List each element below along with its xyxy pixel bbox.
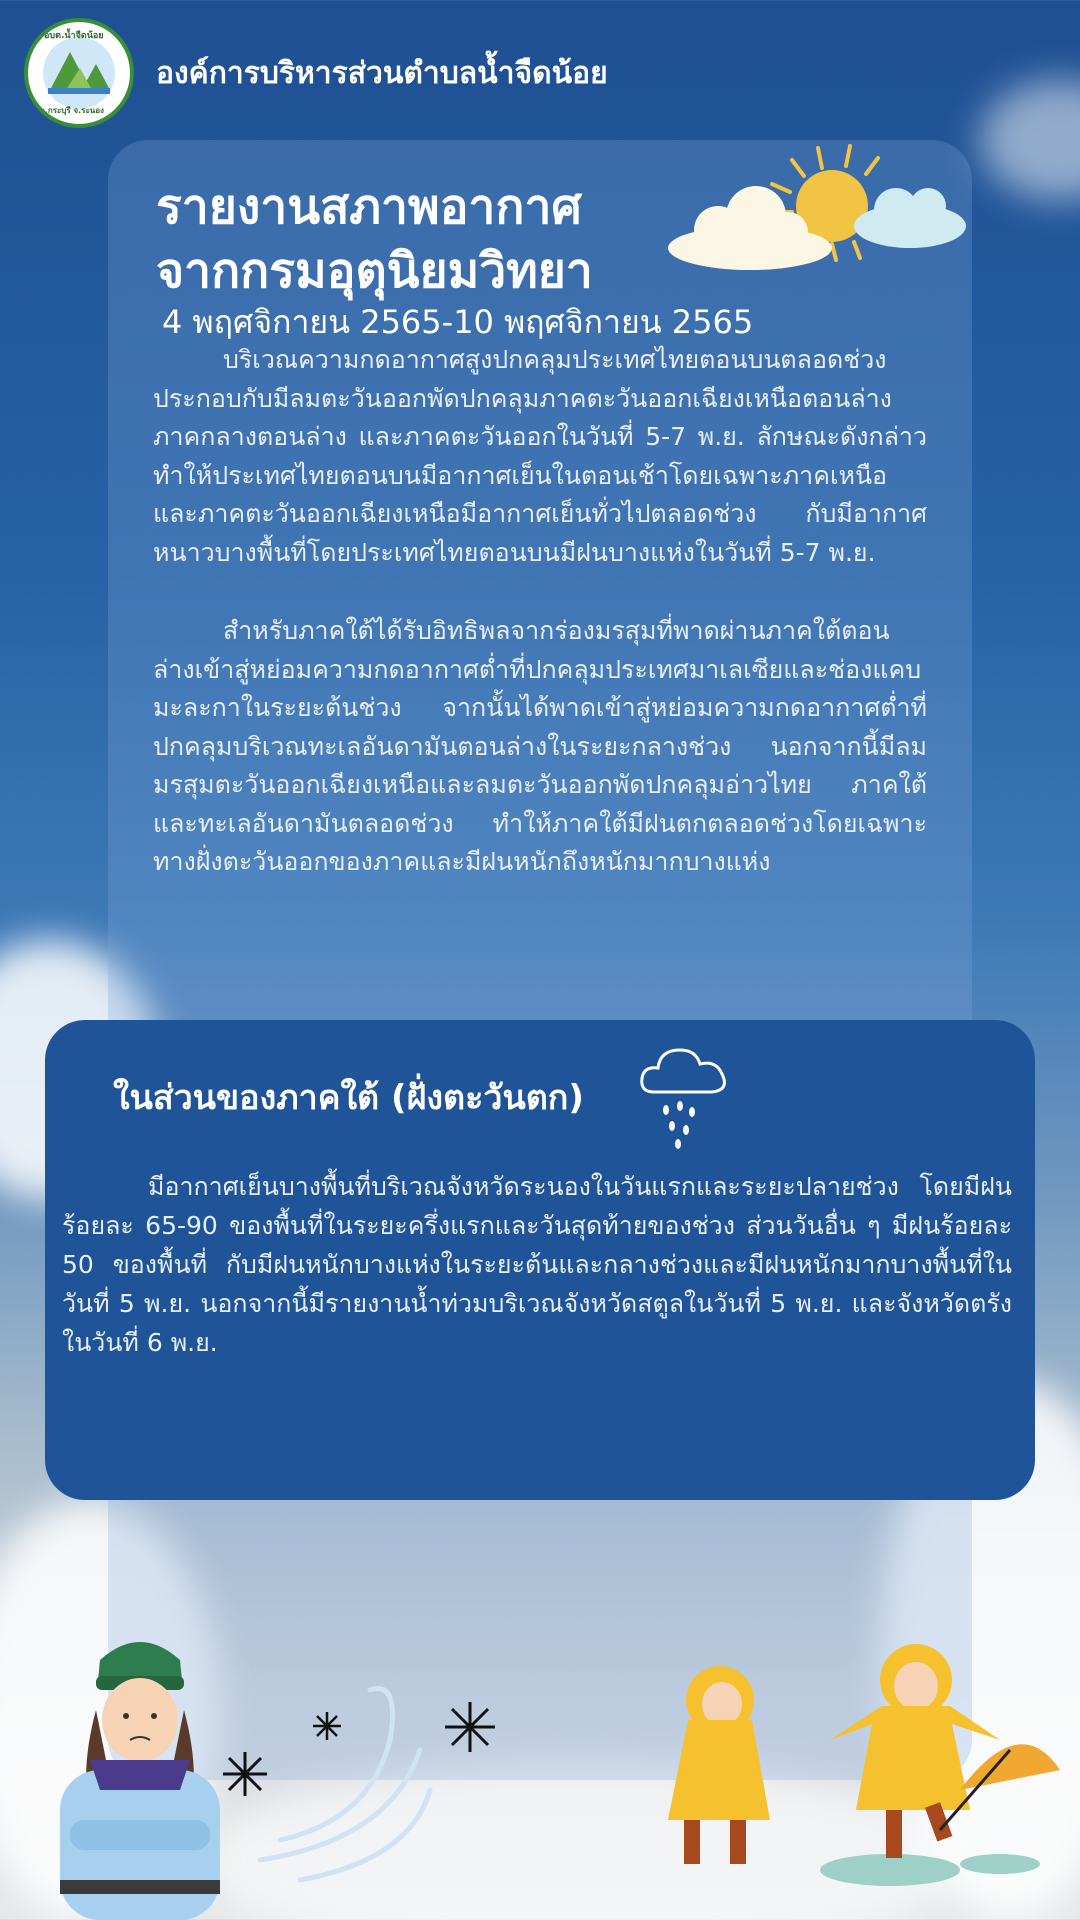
wind-snow-illustration — [220, 1660, 500, 1900]
logo-top-text: อบต.น้ำจืดน้อย — [44, 31, 104, 41]
background-cloud — [980, 80, 1080, 200]
wind-icon — [260, 1689, 430, 1880]
title-line-1: รายงานสภาพอากาศ — [156, 179, 582, 235]
report-paragraph-1: บริเวณความกดอากาศสูงปกคลุมประเทศไทยตอนบนตลอดช่วง ประกอบกับมีลมตะวันออกพัดปกคลุมภาคตะวันออกเฉียงเหนือตอนล่าง ภาคกลางตอนล่าง และภาคตะวันออกในวันที่ 5-7 พ.ย. ลักษณะดังกล่าวทำให้ประเทศไทยตอนบนมีอากาศเย็นในตอนเช้าโดยเฉพาะภาคเหนือและภาคตะวันออกเฉียงเหนือมีอากาศเย็นทั่วไปตลอดช่วง กับมีอากาศหนาวบางพื้นที่โดยประเทศไทยตอนบนมีฝนบางแห่งในวันที่ 5-7 พ.ย. — [153, 345, 927, 567]
cold-person-illustration — [40, 1630, 240, 1920]
south-title: ในส่วนของภาคใต้ (ฝั่งตะวันตก) — [113, 1078, 584, 1118]
title-line-2: จากกรมอุตุนิยมวิทยา — [156, 243, 593, 299]
kids-raincoat-illustration — [660, 1640, 1060, 1900]
rain-cloud-icon — [636, 1040, 736, 1150]
report-paragraph-2: สำหรับภาคใต้ได้รับอิทธิพลจากร่องมรสุมที่พาดผ่านภาคใต้ตอนล่างเข้าสู่หย่อมความกดอากาศต่ำที่ปกคลุมประเทศมาเลเซียและช่องแคบมะละกาในระยะต้นช่วง จากนั้นได้พาดเข้าสู่หย่อมความกดอากาศต่ำที่ปกคลุมบริเวณทะเลอันดามันตอนล่างในระยะกลางช่วง นอกจากนี้มีลมมรสุมตะวันออกเฉียงเหนือและลมตะวันออกพัดปกคลุมอ่าวไทย ภาคใต้ และทะเลอันดามันตลอดช่วง ทำให้ภาคใต้มีฝนตกตลอดช่วงโดยเฉพาะทางฝั่งตะวันออกของภาคและมีฝนหนักถึงหนักมากบางแห่ง — [153, 616, 927, 876]
south-paragraph: มีอากาศเย็นบางพื้นที่บริเวณจังหวัดระนองในวันแรกและระยะปลายช่วง โดยมีฝนร้อยละ 65-90 ของพื้นที่ในระยะครึ่งแรกและวันสุดท้ายของช่วง ส่วนวันอื่น ๆ มีฝนร้อยละ 50 ของพื้นที่ กับมีฝนหนักบางแห่งในระยะต้นและกลางช่วงและมีฝนหนักมากบางพื้นที่ในวันที่ 5 พ.ย. นอกจากนี้มีรายงานน้ำท่วมบริเวณจังหวัดสตูลในวันที่ 5 พ.ย. และจังหวัดตรังในวันที่ 6 พ.ย. — [62, 1172, 1012, 1357]
header — [24, 18, 608, 128]
snowflake-icon — [223, 1752, 267, 1796]
snowflake-icon — [445, 1702, 495, 1752]
logo-bottom-text: อ.กระบุรี จ.ระนอง — [40, 106, 104, 115]
sun-cloud-icon — [660, 140, 980, 280]
date-range: 4 พฤศจิกายน 2565-10 พฤศจิกายน 2565 — [162, 303, 754, 341]
org-logo — [24, 18, 134, 128]
report-title — [156, 175, 676, 303]
org-name: องค์การบริหารส่วนตำบลน้ำจืดน้อย — [156, 55, 608, 91]
snowflake-icon — [313, 1712, 341, 1740]
